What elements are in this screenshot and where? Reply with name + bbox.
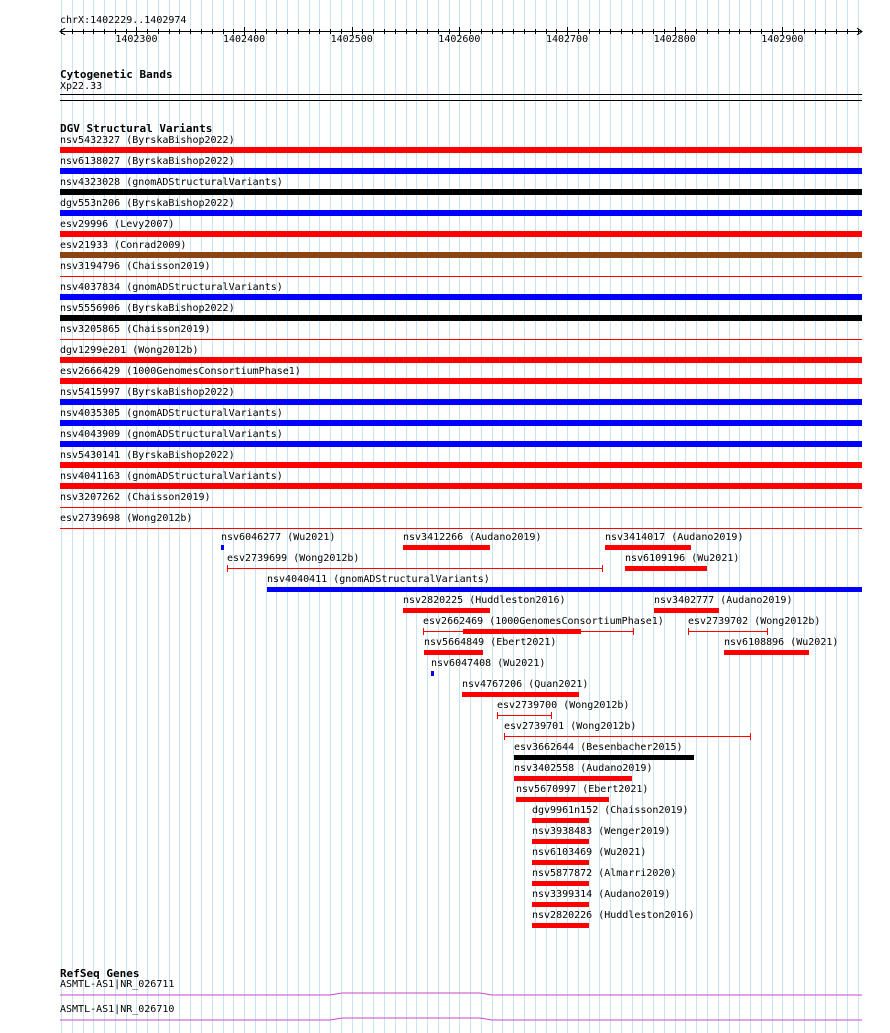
sv-label[interactable]: esv2666429 (1000GenomesConsortiumPhase1) xyxy=(60,366,301,377)
ruler-tick-label: 1402700 xyxy=(545,34,589,45)
sv-label[interactable]: nsv5877872 (Almarri2020) xyxy=(532,868,677,879)
sv-label[interactable]: esv21933 (Conrad2009) xyxy=(60,240,187,251)
sv-label[interactable]: nsv5432327 (ByrskaBishop2022) xyxy=(60,135,235,146)
sv-label[interactable]: nsv6109196 (Wu2021) xyxy=(625,553,740,564)
cytoband-label[interactable]: Xp22.33 xyxy=(60,81,103,92)
sv-label[interactable]: nsv4040411 (gnomADStructuralVariants) xyxy=(267,574,490,585)
sv-label[interactable]: nsv4767206 (Quan2021) xyxy=(462,679,589,690)
refseq-track-title[interactable]: RefSeq Genes xyxy=(60,967,140,980)
gene-label[interactable]: ASMTL-AS1|NR_026711 xyxy=(60,979,175,990)
sv-label[interactable]: nsv6046277 (Wu2021) xyxy=(221,532,336,543)
sv-label[interactable]: esv2739701 (Wong2012b) xyxy=(504,721,637,732)
sv-label[interactable]: nsv6047408 (Wu2021) xyxy=(431,658,546,669)
sv-label[interactable]: esv2739698 (Wong2012b) xyxy=(60,513,193,524)
sv-label[interactable]: nsv5556906 (ByrskaBishop2022) xyxy=(60,303,235,314)
sv-label[interactable]: dgv553n206 (ByrskaBishop2022) xyxy=(60,198,235,209)
sv-label[interactable]: nsv2820226 (Huddleston2016) xyxy=(532,910,695,921)
sv-label[interactable]: nsv6103469 (Wu2021) xyxy=(532,847,647,858)
ruler-tick-label: 1402400 xyxy=(223,34,266,45)
sv-label[interactable]: nsv2820225 (Huddleston2016) xyxy=(403,595,566,606)
sv-label[interactable]: nsv3938483 (Wenger2019) xyxy=(532,826,671,837)
sv-label[interactable]: nsv5664849 (Ebert2021) xyxy=(424,637,557,648)
sv-label[interactable]: nsv3399314 (Audano2019) xyxy=(532,889,671,900)
ruler-tick-label: 1402800 xyxy=(653,34,696,45)
sv-label[interactable]: esv2662469 (1000GenomesConsortiumPhase1) xyxy=(423,616,664,627)
gene-label[interactable]: ASMTL-AS1|NR_026710 xyxy=(60,1004,175,1015)
ruler-tick-label: 1402900 xyxy=(761,34,804,45)
gene-intron-line[interactable] xyxy=(60,1018,862,1020)
sv-label[interactable]: nsv6108896 (Wu2021) xyxy=(724,637,839,648)
sv-label[interactable]: dgv9961n152 (Chaisson2019) xyxy=(532,805,689,816)
sv-label[interactable]: nsv3205865 (Chaisson2019) xyxy=(60,324,211,335)
sv-label[interactable]: nsv3402777 (Audano2019) xyxy=(654,595,793,606)
sv-label[interactable]: esv3662644 (Besenbacher2015) xyxy=(514,742,683,753)
sv-label[interactable]: nsv5670997 (Ebert2021) xyxy=(516,784,649,795)
sv-label[interactable]: dgv1299e201 (Wong2012b) xyxy=(60,345,199,356)
sv-label[interactable]: nsv3414017 (Audano2019) xyxy=(605,532,744,543)
dgv-track-title[interactable]: DGV Structural Variants xyxy=(60,122,213,135)
sv-label[interactable]: nsv3412266 (Audano2019) xyxy=(403,532,542,543)
sv-label[interactable]: nsv6138027 (ByrskaBishop2022) xyxy=(60,156,235,167)
sv-label[interactable]: nsv3194796 (Chaisson2019) xyxy=(60,261,211,272)
sv-label[interactable]: nsv4035305 (gnomADStructuralVariants) xyxy=(60,408,283,419)
sv-label[interactable]: nsv5430141 (ByrskaBishop2022) xyxy=(60,450,235,461)
ruler-tick-label: 1402500 xyxy=(330,34,373,45)
sv-label[interactable]: esv29996 (Levy2007) xyxy=(60,219,175,230)
sv-label[interactable]: nsv5415997 (ByrskaBishop2022) xyxy=(60,387,235,398)
sv-label[interactable]: nsv4037834 (gnomADStructuralVariants) xyxy=(60,282,283,293)
sv-label[interactable]: nsv4043909 (gnomADStructuralVariants) xyxy=(60,429,283,440)
cytoband-track-title[interactable]: Cytogenetic Bands xyxy=(60,68,173,81)
sv-label[interactable]: nsv4323028 (gnomADStructuralVariants) xyxy=(60,177,283,188)
ruler-tick-label: 1402300 xyxy=(115,34,158,45)
sv-label[interactable]: nsv3207262 (Chaisson2019) xyxy=(60,492,211,503)
ruler-tick-label: 1402600 xyxy=(438,34,481,45)
sv-label[interactable]: esv2739699 (Wong2012b) xyxy=(227,553,360,564)
position-label: chrX:1402229..1402974 xyxy=(60,15,187,26)
sv-label[interactable]: esv2739700 (Wong2012b) xyxy=(497,700,630,711)
sv-label[interactable]: nsv4041163 (gnomADStructuralVariants) xyxy=(60,471,283,482)
sv-label[interactable]: esv2739702 (Wong2012b) xyxy=(688,616,821,627)
sv-label[interactable]: nsv3402558 (Audano2019) xyxy=(514,763,653,774)
